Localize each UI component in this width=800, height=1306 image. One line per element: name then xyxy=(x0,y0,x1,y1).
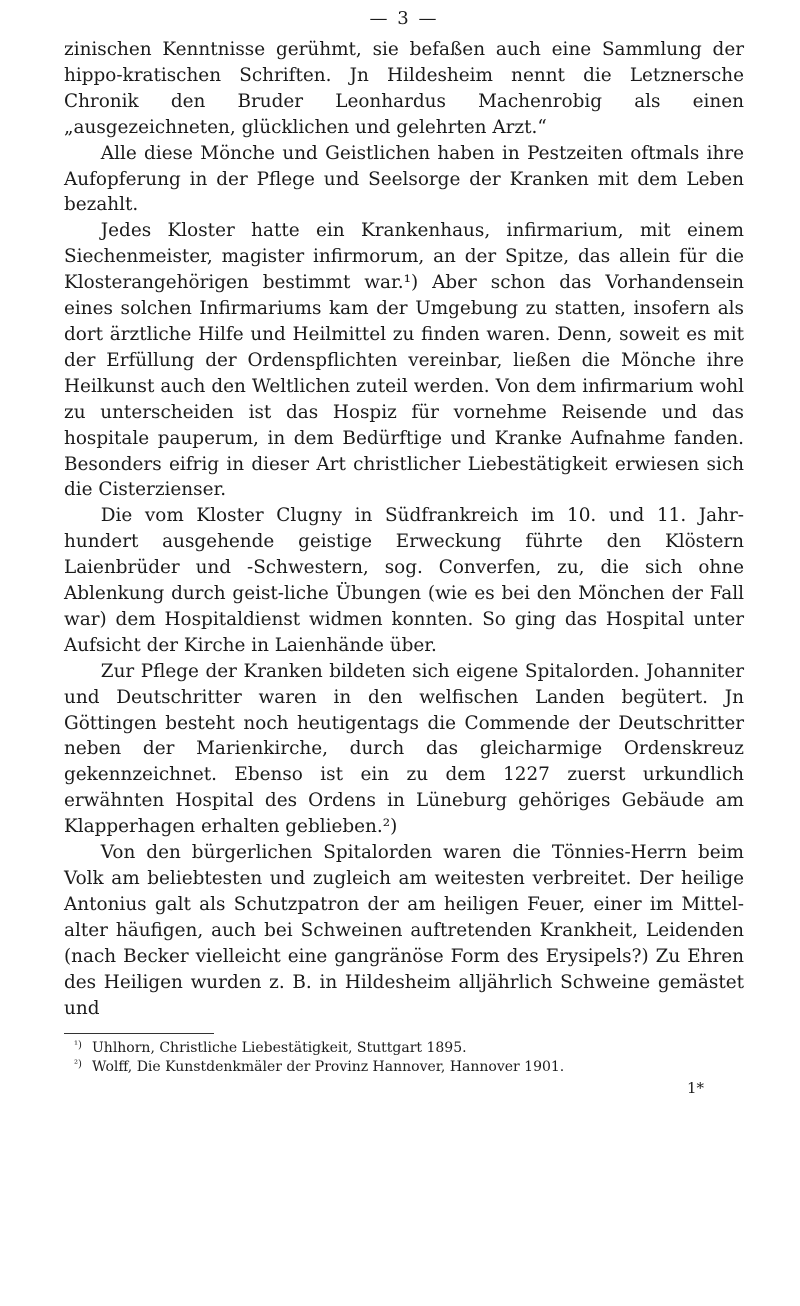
footnote-2-text: Wolff, Die Kunstdenkmäler der Provinz Hannover, Hannover 1901. xyxy=(92,1059,565,1076)
body-text xyxy=(64,37,744,1021)
footnote-rule xyxy=(64,1033,214,1034)
paragraph-3: Jedes Kloster hatte ein Krankenhaus, infirmarium, mit einem Siechenmeister, magister infirmorum, an der Spitze, das allein für die Klosterangehörigen bestimmt war.¹) Aber schon das Vorhandensein eines solchen Infirmariums kam der Umgebung zu statten, insofern als dort ärztliche Hilfe und Heilmittel zu finden waren. Denn, soweit es mit der Erfüllung der Ordenspflichten vereinbar, ließen die Mönche ihre Heilkunst auch den Weltlichen zuteil werden. Von dem infirmarium wohl zu unterscheiden ist das Hospiz für vornehme Reisende und das hospitale pauperum, in dem Bedürftige und Kranke Aufnahme fanden. Besonders eifrig in dieser Art christlicher Liebestätigkeit erwiesen sich die Cisterzienser. xyxy=(64,220,744,501)
paragraph-1: zinischen Kenntnisse gerühmt, sie befaßen auch eine Sammlung der hippo-kratischen Schriften. Jn Hildesheim nennt die Letznersche Chronik den Bruder Leonhardus Machenrobig als einen „ausgezeichneten, glücklichen und gelehrten Arzt.“ xyxy=(64,39,744,138)
footnote-2-mark: ²) xyxy=(74,1059,82,1071)
signature-mark: 1* xyxy=(686,1079,704,1098)
page-number: — 3 — xyxy=(369,8,439,29)
paragraph-6: Von den bürgerlichen Spitalorden waren die Tönnies-Herrn beim Volk am beliebtesten und zugleich am weitesten verbreitet. Der heilige Antonius galt als Schutzpatron der am heiligen Feuer, einer im Mittel-alter häufigen, auch bei Schweinen auftretenden Krankheit, Leidenden (nach Becker vielleicht eine gangränöse Form des Erysipels?) Zu Ehren des Heiligen wurden z. B. in Hildesheim alljährlich Schweine gemästet und xyxy=(64,842,744,1019)
paragraph-4: Die vom Kloster Clugny in Südfrankreich im 10. und 11. Jahr-hundert ausgehende geistige Erweckung führte den Klöstern Laienbrüder und -Schwestern, sog. Converfen, zu, die sich ohne Ablenkung durch geist-liche Übungen (wie es bei den Mönchen der Fall war) dem Hospitaldienst widmen konnten. So ging das Hospital unter Aufsicht der Kirche in Laienhände über. xyxy=(64,505,744,656)
footnote-1 xyxy=(64,1039,744,1058)
footnote-1-text: Uhlhorn, Christliche Liebestätigkeit, Stuttgart 1895. xyxy=(92,1040,467,1057)
paragraph-2: Alle diese Mönche und Geistlichen haben in Pestzeiten oftmals ihre Aufopferung in der Pflege und Seelsorge der Kranken mit dem Leben bezahlt. xyxy=(64,142,744,216)
footnote-2 xyxy=(64,1058,744,1077)
footnote-1-mark: ¹) xyxy=(74,1040,82,1052)
paragraph-5: Zur Pflege der Kranken bildeten sich eigene Spitalorden. Johanniter und Deutschritter waren in den welfischen Landen begütert. Jn Göttingen besteht noch heutigentags die Commende der Deutschritter neben der Marienkirche, durch das gleicharmige Ordenskreuz gekennzeichnet. Ebenso ist ein zu dem 1227 zuerst urkundlich erwähnten Hospital des Ordens in Lüneburg gehöriges Gebäude am Klapperhagen erhalten geblieben.²) xyxy=(64,660,744,838)
footnotes xyxy=(64,1039,744,1077)
